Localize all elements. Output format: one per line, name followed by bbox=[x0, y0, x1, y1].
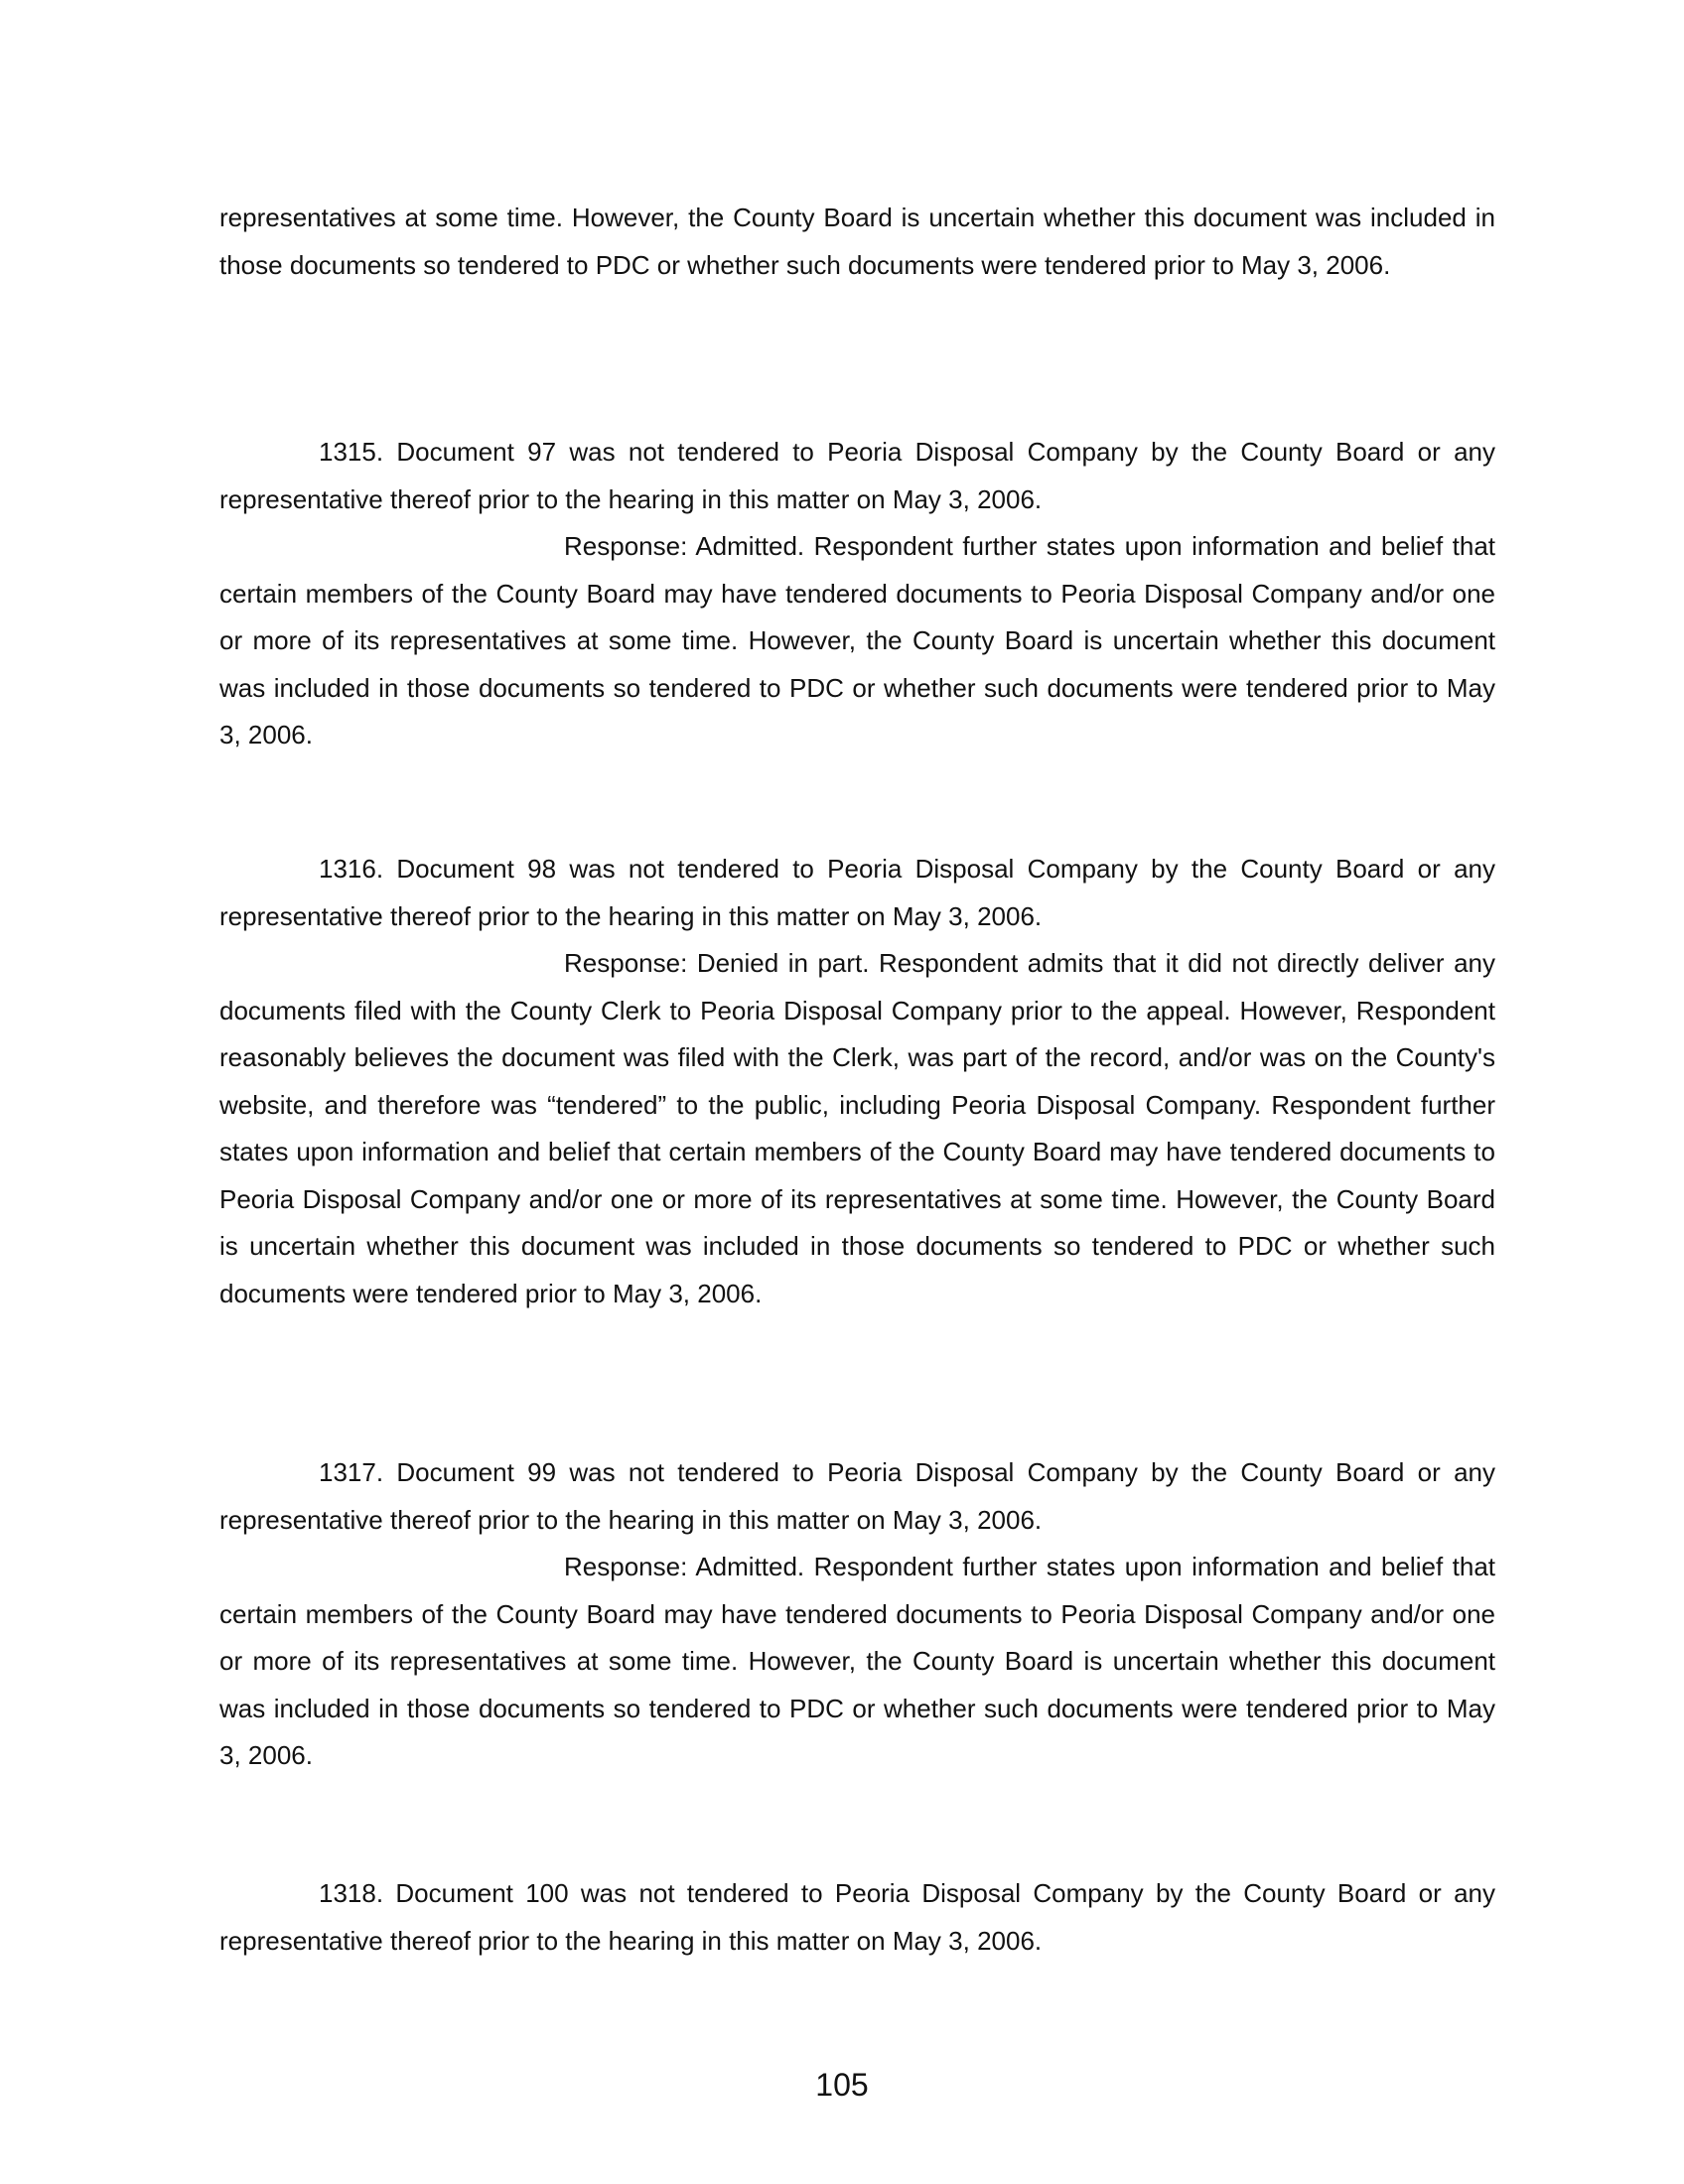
statement-text: 1317. Document 99 was not tendered to Peoria Disposal Company by the County Board or any representative thereof prior to the hearing in this matter on May 3, 2006. bbox=[219, 1457, 1495, 1535]
response-text: Response: Denied in part. Respondent admits that it did not directly deliver any documents filed with the County Clerk to Peoria Disposal Company prior to the appeal. However, Respondent reasonably believes the document was filed with the Clerk, was part of the record, and/or was on the County's website, and therefore was “tendered” to the public, including Peoria Disposal Company. Respondent further states upon information and belief that certain members of the County Board may have tendered documents to Peoria Disposal Company and/or one or more of its representatives at some time. However, the County Board is uncertain whether this document was included in those documents so tendered to PDC or whether such documents were tendered prior to May 3, 2006. bbox=[219, 948, 1495, 1308]
statement-text: 1316. Document 98 was not tendered to Peoria Disposal Company by the County Board or any representative thereof prior to the hearing in this matter on May 3, 2006. bbox=[219, 854, 1495, 931]
response-text: Response: Admitted. Respondent further states upon information and belief that certain members of the County Board may have tendered documents to Peoria Disposal Company and/or one or more of its representatives at some time. However, the County Board is uncertain whether this document was included in those documents so tendered to PDC or whether such documents were tendered prior to May 3, 2006. bbox=[219, 531, 1495, 750]
carryover-paragraph bbox=[219, 195, 1495, 289]
statement-text: 1315. Document 97 was not tendered to Peoria Disposal Company by the County Board or any representative thereof prior to the hearing in this matter on May 3, 2006. bbox=[219, 437, 1495, 514]
response-text: Response: Admitted. Respondent further states upon information and belief that certain members of the County Board may have tendered documents to Peoria Disposal Company and/or one or more of its representatives at some time. However, the County Board is uncertain whether this document was included in those documents so tendered to PDC or whether such documents were tendered prior to May 3, 2006. bbox=[219, 1552, 1495, 1770]
page-number: 105 bbox=[815, 2067, 869, 2103]
document-page bbox=[219, 0, 1495, 2184]
paragraph-1318 bbox=[219, 1870, 1495, 1965]
paragraph-1315 bbox=[219, 429, 1495, 759]
paragraph-1316 bbox=[219, 846, 1495, 1317]
paragraph-1317 bbox=[219, 1449, 1495, 1780]
carryover-text: representatives at some time. However, the County Board is uncertain whether this document was included in those documents so tendered to PDC or whether such documents were tendered prior to May 3, 2006. bbox=[219, 203, 1495, 280]
statement-text: 1318. Document 100 was not tendered to Peoria Disposal Company by the County Board or any representative thereof prior to the hearing in this matter on May 3, 2006. bbox=[219, 1878, 1495, 1956]
